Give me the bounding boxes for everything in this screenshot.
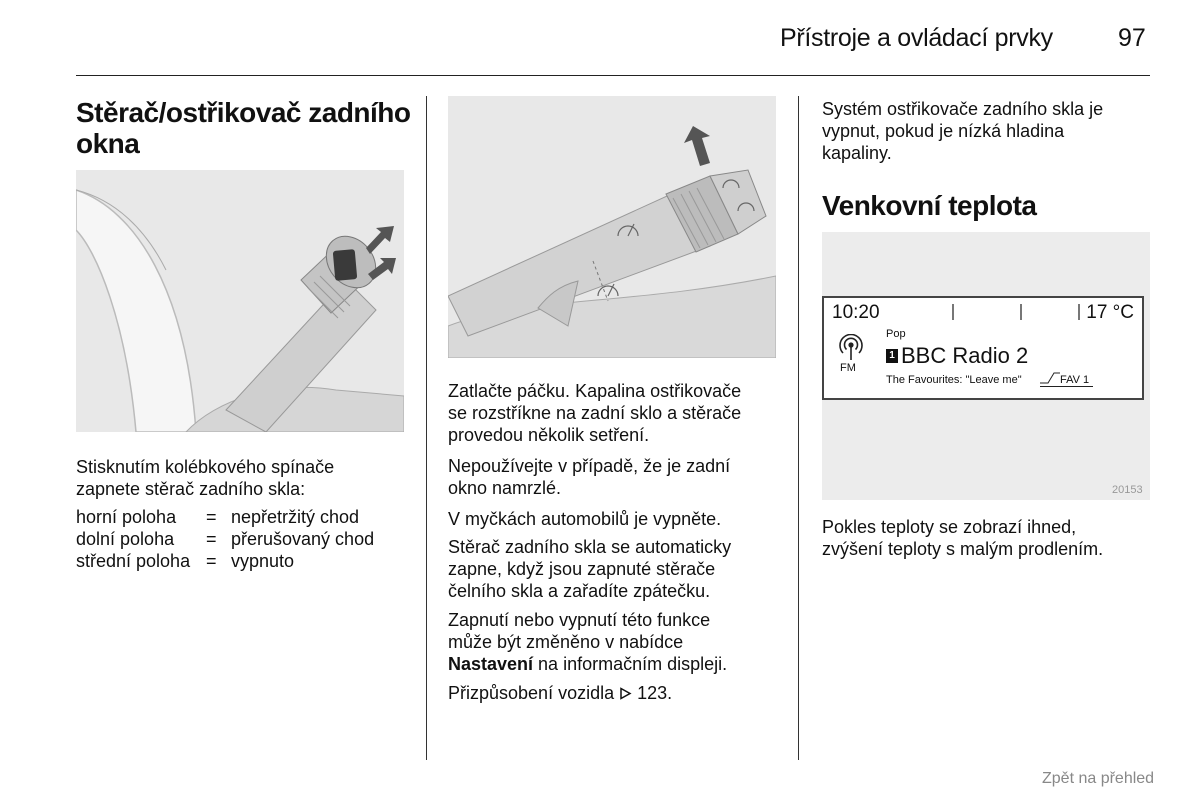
fav-label: FAV 1 [1060,374,1090,386]
settings-line-1: Zapnutí nebo vypnutí této funkce [448,610,711,630]
display-status-divider-2 [1020,304,1022,320]
push-lever-line-2: se rozstříkne na zadní sklo a stěrače [448,403,742,423]
position-value: přerušovaný chod [231,529,375,549]
position-row [76,506,374,528]
push-lever-line-3: provedou několik setření. [448,425,650,445]
car-wash-note: V myčkách automobilů je vypněte. [448,509,722,529]
washer-off-line-2: vypnut, pokud je nízká hladina [822,121,1065,141]
display-band: FM [840,362,856,374]
preset-number-badge: 1 [886,349,898,363]
position-label: dolní poloha [76,529,175,549]
display-status-divider-1 [952,304,954,320]
back-to-overview-link[interactable]: Zpět na přehled [1042,770,1155,787]
position-row [76,528,374,550]
column-divider-left [426,96,427,760]
settings-menu-name: Nastavení [448,654,534,674]
settings-line-3 [448,653,727,675]
intro-line-1: Stisknutím kolébkového spínače [76,457,335,477]
auto-wiper-line-2: zapne, když jsou zapnuté stěrače [448,559,716,579]
position-label: horní poloha [76,507,177,527]
outside-temperature-heading: Venkovní teplota [822,190,1037,221]
washer-off-line-3: kapaliny. [822,143,892,163]
vehicle-personalisation-ref[interactable] [448,682,672,704]
wiper-stalk-push-illustration [448,96,776,358]
temperature-note-line-1: Pokles teploty se zobrazí ihned, [822,517,1077,537]
rocker-switch-illustration [76,170,404,432]
header-divider [76,75,1150,76]
washer-off-line-1: Systém ostřikovače zadního skla je [822,99,1104,119]
position-list [76,506,374,572]
intro-line-2: zapnete stěrač zadního skla: [76,479,306,499]
position-equals: = [206,507,217,527]
frozen-warning-line-2: okno namrzlé. [448,478,562,498]
fav-page-indicator [1040,374,1093,387]
push-lever-line-1: Zatlačte páčku. Kapalina ostřikovače [448,381,742,401]
figure-number: 20153 [1112,484,1143,496]
radio-antenna-icon [838,334,864,365]
auto-wiper-line-3: čelního skla a zařadíte zpátečku. [448,581,711,601]
page-reference-icon [619,683,632,703]
position-label: střední poloha [76,551,191,571]
settings-line-2: může být změněno v nabídce [448,632,684,652]
position-value: vypnuto [231,551,295,571]
display-temperature: 17 °C [1086,302,1134,323]
position-row [76,550,374,572]
position-equals: = [206,551,217,571]
position-equals: = [206,529,217,549]
info-display [822,296,1144,400]
temperature-note-line-2: zvýšení teploty s malým prodlením. [822,539,1104,559]
display-radiotext: The Favourites: "Leave me" [886,374,1022,386]
settings-line-3-rest: na informačním displeji. [533,654,728,674]
display-time: 10:20 [832,302,880,323]
reference-page: 123. [637,683,673,703]
page-number: 97 [1118,24,1146,52]
display-station-name: BBC Radio 2 [901,343,1029,368]
frozen-warning-line-1: Nepoužívejte v případě, že je zadní [448,456,731,476]
display-genre: Pop [886,328,906,340]
page-section-title: Přístroje a ovládací prvky [780,24,1053,52]
position-value: nepřetržitý chod [231,507,360,527]
reference-text: Přizpůsobení vozidla [448,683,615,703]
column-divider-right [798,96,799,760]
auto-wiper-line-1: Stěrač zadního skla se automaticky [448,537,732,557]
rear-wiper-heading: Stěrač/ostřikovač zadního okna [76,97,411,159]
display-status-divider-3 [1078,304,1080,320]
